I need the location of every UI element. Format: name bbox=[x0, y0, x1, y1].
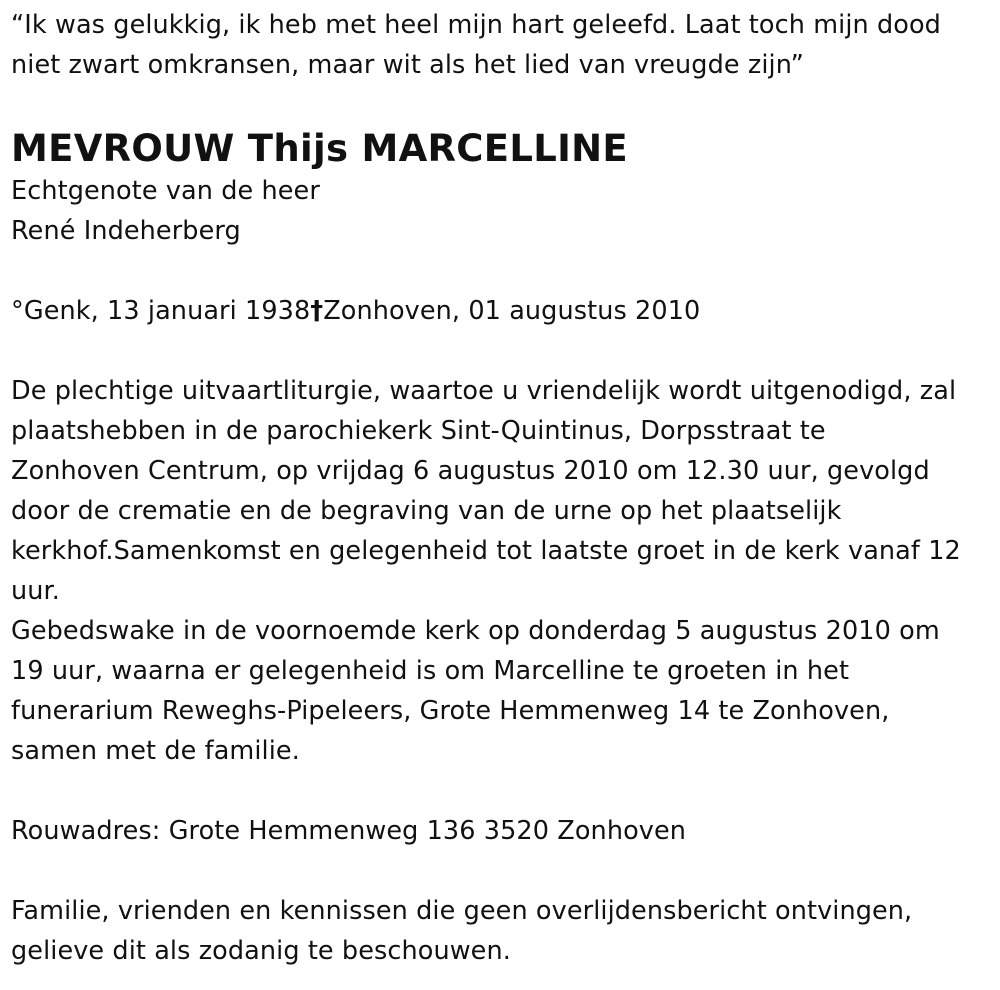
ceremony-line: funerarium Reweghs-Pipeleers, Grote Hemmenweg 14 te Zonhoven, bbox=[11, 696, 890, 726]
ceremony-line: door de crematie en de begraving van de urne op het plaatselijk bbox=[11, 496, 842, 526]
ceremony-line: uur. bbox=[11, 576, 60, 606]
deceased-name: MEVROUW Thijs MARCELLINE bbox=[11, 127, 628, 170]
closing-note bbox=[11, 891, 996, 971]
birth-death-dates bbox=[11, 291, 996, 331]
ceremony-line: kerkhof.Samenkomst en gelegenheid tot laatste groet in de kerk vanaf 12 bbox=[11, 536, 961, 566]
closing-line: Familie, vrienden en kennissen die geen overlijdensbericht ontvingen, bbox=[11, 896, 913, 926]
obituary-document bbox=[11, 0, 996, 971]
memorial-quote bbox=[11, 5, 996, 85]
mourning-address: Rouwadres: Grote Hemmenweg 136 3520 Zonhoven bbox=[11, 816, 687, 846]
ceremony-line: 19 uur, waarna er gelegenheid is om Marcelline te groeten in het bbox=[11, 656, 850, 686]
ceremony-line: Zonhoven Centrum, op vrijdag 6 augustus 2010 om 12.30 uur, gevolgd bbox=[11, 456, 930, 486]
closing-line: gelieve dit als zodanig te beschouwen. bbox=[11, 936, 511, 966]
ceremony-line: Gebedswake in de voornoemde kerk op donderdag 5 augustus 2010 om bbox=[11, 616, 940, 646]
spouse-info bbox=[11, 171, 996, 251]
spouse-name: René Indeherberg bbox=[11, 216, 241, 246]
relation-text: Echtgenote van de heer bbox=[11, 176, 320, 206]
quote-line: “Ik was gelukkig, ik heb met heel mijn hart geleefd. Laat toch mijn dood bbox=[11, 10, 941, 40]
birth-info: °Genk, 13 januari 1938 bbox=[11, 296, 311, 326]
ceremony-line: plaatshebben in de parochiekerk Sint-Quintinus, Dorpsstraat te bbox=[11, 416, 826, 446]
quote-line: niet zwart omkransen, maar wit als het lied van vreugde zijn” bbox=[11, 50, 804, 80]
death-info: Zonhoven, 01 augustus 2010 bbox=[323, 296, 701, 326]
ceremony-line: De plechtige uitvaartliturgie, waartoe u vriendelijk wordt uitgenodigd, zal bbox=[11, 376, 957, 406]
cross-icon: † bbox=[310, 296, 324, 326]
ceremony-line: samen met de familie. bbox=[11, 736, 300, 766]
ceremony-details bbox=[11, 371, 996, 771]
